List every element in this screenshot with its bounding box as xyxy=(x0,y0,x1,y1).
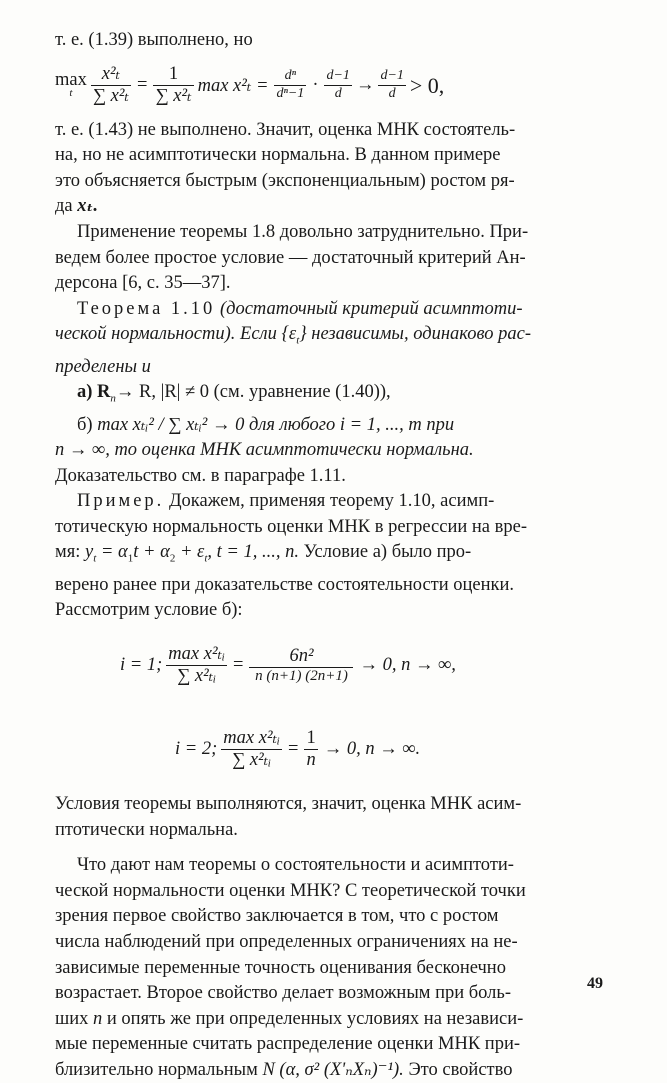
max-operator: max xyxy=(55,70,87,91)
text-line: т. е. (1.43) не выполнено. Значит, оценка МНК состоятель- xyxy=(55,119,516,140)
text-line: возрастает. Второе свойство делает возможным при боль- xyxy=(55,983,512,1004)
text-line: верено ранее при доказательстве состоятельности оценки. xyxy=(55,574,515,595)
theorem-line: ческой нормальности). Если $\{\varepsilon_t\}$ независимы, одинаково рас- xyxy=(55,324,531,348)
equation-i2: i = 2; $\frac{\text{max x²ₜᵢ}}{\text{∑ x²ₜᵢ}}$ = $\frac{1}{n}$ → 0, n → ∞. xyxy=(175,728,421,771)
text-line: близительно нормальным N (α, σ² (X'ₙXₙ)⁻¹). Это свойство xyxy=(55,1059,513,1080)
text-line: т. е. (1.39) выполнено, но xyxy=(55,30,253,50)
theorem-line: пределены и xyxy=(55,356,151,377)
text-line: зависимые переменные точность оценивания бесконечно xyxy=(55,957,506,978)
fraction: $\frac{1}{n}$ xyxy=(306,728,316,771)
text-line: на, но не асимптотически нормальна. В данном примере xyxy=(55,145,501,166)
fraction: $\frac{d-1}{d}$ xyxy=(380,68,404,102)
theorem-line: Теорема 1.10 (достаточный критерий асимптоти- xyxy=(77,298,523,319)
fraction: $\frac{\text{6n²}}{n (n+1) (2n+1)}$ xyxy=(249,647,353,685)
fraction: $\frac{\text{max x²ₜᵢ}}{\text{∑ x²ₜᵢ}}$ xyxy=(168,644,225,687)
text-line: Рассмотрим условие б): xyxy=(55,600,243,621)
text-line: Что дают нам теоремы о состоятельности и асимптоти- xyxy=(77,855,514,876)
theorem-heading: Теорема 1.10 xyxy=(77,298,216,319)
text-line: Доказательство см. в параграфе 1.11. xyxy=(55,465,346,486)
text-line: мые переменные считать распределение оценки МНК при- xyxy=(55,1034,521,1055)
text-line: числа наблюдений при определенных ограничениях на не- xyxy=(55,931,518,952)
condition-a: а) $R_n\to R$, |R| ≠ 0 (см. уравнение (1.40)), xyxy=(77,382,391,405)
condition-b: б) max xₜᵢ² / ∑ xₜᵢ² → 0 для любого i = 1, ..., m при xyxy=(77,414,455,435)
text-line: тотическую нормальность оценки МНК в регрессии на вре- xyxy=(55,516,527,537)
example-heading: Пример. xyxy=(77,491,165,512)
fraction: $\frac{\text{dⁿ}}{\text{dⁿ−1}}$ xyxy=(276,68,305,102)
text-line: да xₜ. xyxy=(55,196,98,217)
text-line: зрения первое свойство заключается в том, что с ростом xyxy=(55,906,499,927)
text-line: ших n и опять же при определенных условиях на независи- xyxy=(55,1008,524,1029)
theorem-line: n → ∞, то оценка МНК асимптотически нормальна. xyxy=(55,440,474,461)
equation-i1: i = 1; $\frac{\text{max x²ₜᵢ}}{\text{∑ x²ₜᵢ}}$ = $\frac{\text{6n²}}{n (n+1) (2n+1)}$ → 0, n → ∞, xyxy=(120,644,456,687)
equation-max-ratio: max t $\frac{\text{x²ₜ}}{\text{∑ x²ₜ}}$ = $\frac{1}{\text{∑ x²ₜ}}$ max x²ₜ = $\frac{\text{dⁿ}}{\text{dⁿ−1}}$ · $\frac{d-1}{d}$ → $\frac{d-1}{d}$ > 0, xyxy=(55,63,445,107)
fraction: $\frac{d-1}{d}$ xyxy=(326,68,350,102)
text-line: Применение теоремы 1.8 довольно затруднительно. При- xyxy=(77,221,529,242)
fraction: $\frac{\text{x²ₜ}}{\text{∑ x²ₜ}}$ xyxy=(92,63,129,107)
page-body xyxy=(55,28,608,1083)
text-line: ведем более простое условие — достаточный критерий Ан- xyxy=(55,247,526,268)
text-line: птотически нормальна. xyxy=(55,819,238,840)
fraction: $\frac{\text{max x²ₜᵢ}}{\text{∑ x²ₜᵢ}}$ xyxy=(223,728,280,771)
fraction: $\frac{1}{\text{∑ x²ₜ}}$ xyxy=(155,63,192,107)
page-number: 49 xyxy=(587,975,603,992)
example-line: Пример. Докажем, применяя теорему 1.10, асимп- xyxy=(77,491,495,512)
arrow-icon: → xyxy=(355,75,375,96)
text-line: это объясняется быстрым (экспоненциальным) ростом ря- xyxy=(55,170,515,191)
text-line: Условия теоремы выполняются, значит, оценка МНК асим- xyxy=(55,793,522,814)
text-line: ческой нормальности оценки МНК? С теоретической точки xyxy=(55,880,526,901)
text-line: дерсона [6, с. 35—37]. xyxy=(55,273,231,294)
text-line: мя: $y_t = \alpha_1t + \alpha_2 + \varepsilon_t$, t = 1, ..., n. Условие а) было про- xyxy=(55,542,472,566)
